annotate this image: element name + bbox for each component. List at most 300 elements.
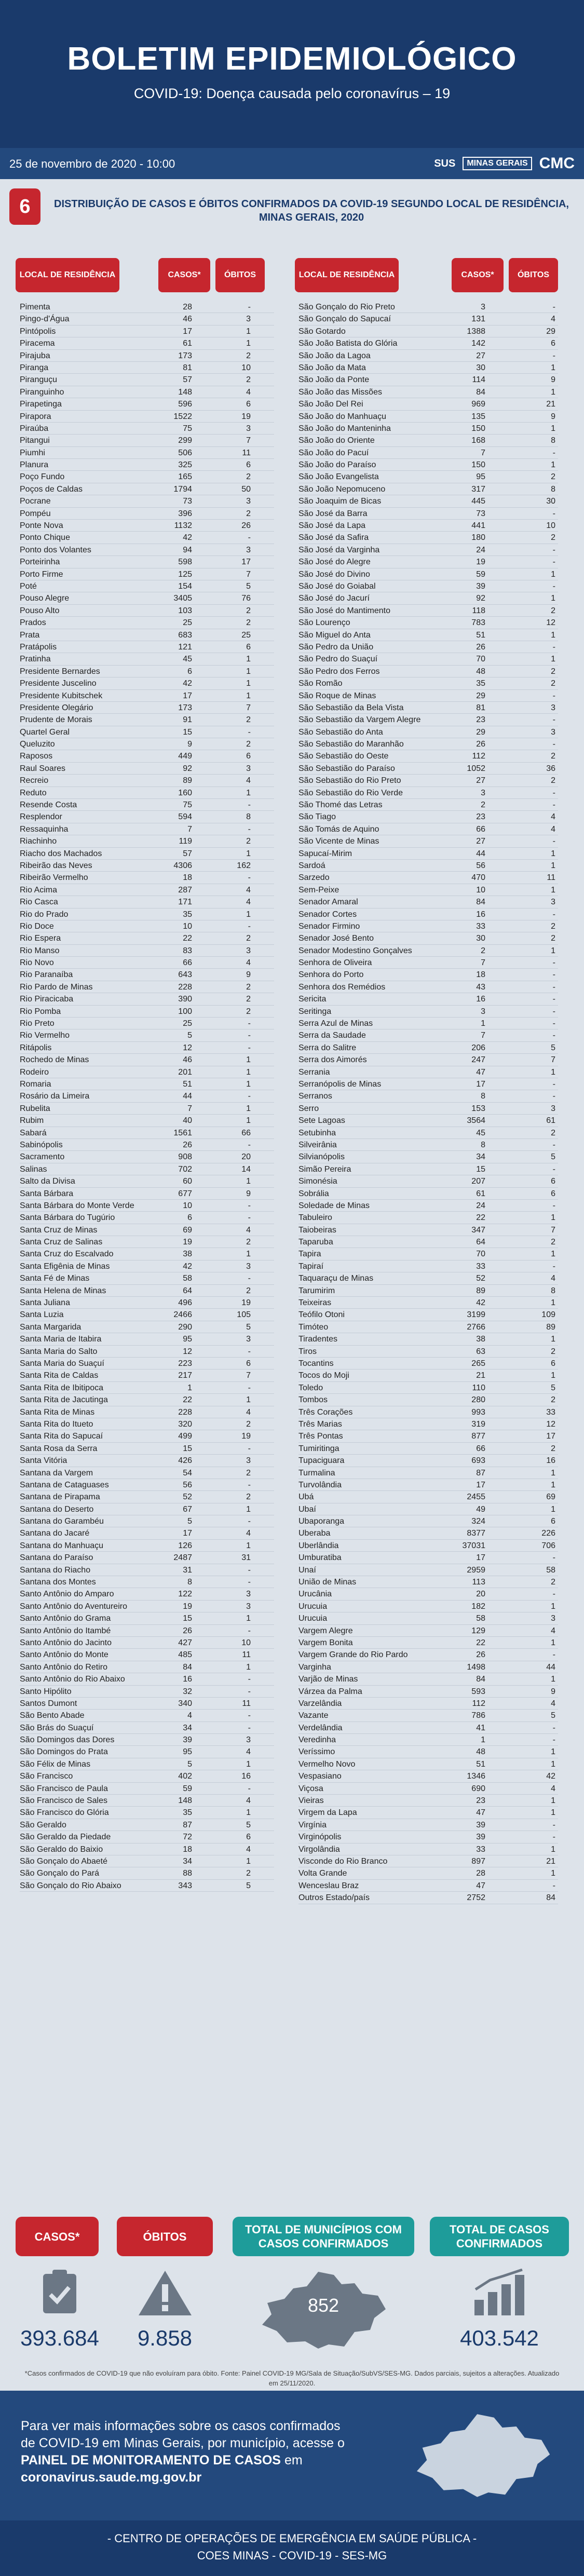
deaths-value: 2 [246,934,251,943]
municipality-name: Tocos do Moji [298,1371,349,1380]
table-row [298,726,558,738]
table-row [20,1698,274,1710]
municipality-name: Rio Vermelho [20,1031,70,1040]
table-row [20,1527,274,1539]
cases-value: 3199 [467,1310,485,1320]
deaths-value: 4 [246,1407,251,1417]
cases-value: 2959 [467,1565,485,1575]
deaths-value: 6 [246,400,251,409]
municipality-name: Santana dos Montes [20,1578,96,1587]
cases-value: 59 [183,1784,192,1793]
table-row [298,1418,558,1430]
table-row [20,690,274,702]
table-row [298,702,558,714]
deaths-value: - [248,801,251,810]
deaths-value: 3 [551,898,555,907]
deaths-value: - [552,448,555,457]
deaths-value: - [248,1626,251,1635]
table-row [298,1066,558,1078]
municipality-name: Toledo [298,1383,323,1392]
deaths-value: - [248,1723,251,1732]
info-line1: Para ver mais informações sobre os casos confirmados de COVID-19 em Minas Gerais, por município, acesse o [21,2419,345,2450]
cases-value: 34 [183,1857,192,1866]
deaths-value: 6 [551,1189,555,1198]
deaths-value: - [248,1383,251,1392]
table-row [20,374,274,386]
municipality-name: Senhora dos Remédios [298,982,386,992]
deaths-value: 2 [551,606,555,615]
cases-value: 64 [183,1286,192,1295]
municipality-name: São Sebastião da Bela Vista [298,703,404,712]
cases-value: 317 [471,484,485,494]
cases-value: 42 [183,533,192,543]
table-row [20,714,274,726]
cases-value: 969 [471,400,485,409]
deaths-total [117,2269,213,2357]
table-row [298,1698,558,1710]
deaths-value: 76 [241,594,251,603]
cases-value: 41 [476,1723,485,1732]
cases-value: 142 [471,339,485,348]
municipality-name: São José da Safira [298,533,369,543]
cases-value: 129 [471,1626,485,1635]
municipality-name: Tarumirim [298,1286,335,1295]
deaths-value: - [552,715,555,725]
cases-value: 75 [183,801,192,810]
municipality-name: Pratinha [20,655,51,664]
cases-value: 119 [179,837,192,846]
cases-value: 150 [471,424,485,433]
cases-value: 148 [178,387,192,397]
table-row [20,1443,274,1455]
municipality-name: Piraúba [20,424,49,433]
table-row [20,423,274,435]
table-row [20,775,274,787]
deaths-value: 3 [551,1104,555,1113]
municipality-name: Pirajuba [20,351,50,360]
municipality-name: Uberlândia [298,1541,339,1550]
cases-value: 168 [471,436,485,445]
municipality-name: Serro [298,1104,319,1113]
municipality-name: Vieiras [298,1796,324,1806]
deaths-value: - [248,873,251,883]
municipality-name: São José da Varginha [298,545,380,554]
municipality-name: Urucuia [298,1602,328,1611]
municipality-name: Poço Fundo [20,472,65,482]
municipality-name: Pouso Alto [20,606,60,615]
deaths-value: 4 [246,1529,251,1538]
deaths-value: 4 [551,1699,555,1708]
deaths-value: - [552,1019,555,1028]
municipality-name: São Félix de Minas [20,1759,91,1769]
cases-value: 44 [183,1092,192,1101]
municipality-name: Santa Maria do Suaçuí [20,1359,104,1368]
deaths-value: 9 [551,375,555,385]
deaths-value: 14 [241,1164,251,1174]
table-row [298,811,558,823]
table-row [298,1795,558,1807]
table-row [20,884,274,896]
deaths-value: - [248,1517,251,1526]
cases-value: 390 [178,995,192,1004]
table-row [20,1260,274,1272]
cases-value: 34 [183,1723,192,1732]
deaths-value: - [552,837,555,846]
deaths-value: 1 [246,1541,251,1550]
cases-value: 48 [476,1747,485,1757]
table-row [298,398,558,410]
table-row [20,1127,274,1139]
municipality-name: Santo Antônio do Jacinto [20,1638,112,1647]
table-row [298,1867,558,1879]
deaths-value: 1 [551,849,555,858]
col-cases-left: CASOS* [158,258,210,292]
cases-value: 2766 [467,1322,485,1332]
deaths-value: - [552,970,555,980]
table-row [20,823,274,835]
municipality-name: Piranguçu [20,375,58,385]
table-row [298,1503,558,1515]
deaths-value: 1 [551,630,555,640]
deaths-value: 2 [246,509,251,518]
cases-value: 677 [178,1189,192,1198]
deaths-value: 2 [551,1578,555,1587]
cases-value: 265 [471,1359,485,1368]
municipality-name: Virginópolis [298,1833,342,1842]
cases-value: 47 [476,1808,485,1818]
deaths-value: - [552,545,555,554]
deaths-value: 50 [241,484,251,494]
deaths-value: - [248,727,251,737]
municipality-name: Resplendor [20,812,62,822]
deaths-value: 8 [551,436,555,445]
municipality-name: Santa Helena de Minas [20,1286,106,1295]
municipality-name: Porto Firme [20,570,63,579]
cases-value: 52 [476,1274,485,1283]
table-row [298,1515,558,1527]
deaths-value: 5 [246,1322,251,1332]
deaths-value: 21 [546,400,555,409]
municipality-name: Santa Cruz do Escalvado [20,1250,114,1259]
cases-value: 441 [471,521,485,531]
municipality-name: Serra dos Aimorés [298,1055,367,1065]
deaths-value: 2 [246,606,251,615]
cases-value: 325 [178,460,192,470]
col-deaths-right: ÓBITOS [509,258,558,292]
cases-value: 2 [481,801,485,810]
municipality-name: Santo Antônio do Itambé [20,1626,111,1635]
municipality-name: Santana do Jacaré [20,1529,90,1538]
deaths-value: 706 [541,1541,555,1550]
deaths-value: - [552,740,555,749]
cases-value: 84 [476,1675,485,1684]
municipality-name: Unaí [298,1565,316,1575]
table-row [298,690,558,702]
municipality-name: São José da Barra [298,509,368,518]
table-row [20,763,274,775]
cases-value: 34 [476,1153,485,1162]
table-row [20,617,274,629]
deaths-value: - [552,1164,555,1174]
table-row [298,459,558,471]
cases-value: 908 [178,1153,192,1162]
table-row [298,835,558,847]
municipality-name: Vargem Alegre [298,1626,353,1635]
deaths-value: 4 [551,1274,555,1283]
municipality-name: Santa Luzia [20,1310,64,1320]
info-text [21,2418,353,2486]
deaths-value: 19 [241,412,251,421]
cases-value: 993 [471,1407,485,1417]
cases-value: 1 [481,1019,485,1028]
municipality-name: União de Minas [298,1578,357,1587]
table-row [298,1078,558,1090]
municipality-name: Piracema [20,339,55,348]
municipality-name: Santa Maria de Itabira [20,1335,102,1344]
deaths-value: 8 [551,1286,555,1295]
municipality-name: Ponto Chique [20,533,70,543]
table-row [20,1175,274,1187]
table-row [298,763,558,775]
municipality-name: Serranos [298,1092,332,1101]
cases-value: 57 [183,375,192,385]
cases-value: 23 [476,812,485,822]
municipality-name: Timóteo [298,1322,329,1332]
cases-value: 7 [481,958,485,968]
municipality-name: Prata [20,630,40,640]
table-row [20,896,274,908]
table-row [298,920,558,932]
deaths-value: - [248,1675,251,1684]
table-row [20,1770,274,1782]
table-row [298,1029,558,1041]
table-row [20,1491,274,1503]
table-row [20,350,274,362]
deaths-value: - [552,1723,555,1732]
table-row [298,1734,558,1746]
panel-link[interactable]: PAINEL DE MONITORAMENTO DE CASOS [21,2453,281,2467]
cases-value: 8377 [467,1529,485,1538]
table-row [298,787,558,799]
municipality-name: Turmalina [298,1468,335,1477]
municipality-name: Santana do Deserto [20,1504,94,1514]
municipality-name: Urucânia [298,1590,332,1599]
deaths-value: - [552,801,555,810]
municipality-name: São Thomé das Letras [298,801,383,810]
deaths-value: - [552,558,555,567]
table-row [20,447,274,459]
table-row [20,653,274,665]
table-row [298,1722,558,1734]
municipality-name: Rio Doce [20,921,54,931]
municipality-name: Veríssimo [298,1747,335,1757]
cases-value: 320 [178,1419,192,1429]
deaths-value: - [248,1019,251,1028]
cases-value: 131 [471,315,485,324]
cases-value: 897 [471,1857,485,1866]
info-line2: em [284,2453,303,2467]
cases-value: 594 [178,812,192,822]
cases-value: 114 [472,375,485,385]
cases-value: 19 [476,558,485,567]
cases-value: 19 [183,1602,192,1611]
table-row [20,750,274,762]
deaths-value: 9 [551,412,555,421]
cases-value: 207 [471,1177,485,1186]
municipality-name: Simonésia [298,1177,337,1186]
municipality-name: São Sebastião do Rio Verde [298,788,403,797]
cases-value: 598 [178,558,192,567]
cases-value: 84 [183,1662,192,1672]
cases-value: 25 [183,618,192,628]
cases-value: 3405 [173,594,192,603]
cases-value: 112 [472,1699,485,1708]
deaths-value: 2 [551,1128,555,1137]
municipality-name: Santa Rita de Jacutinga [20,1395,108,1405]
table-row [298,1297,558,1309]
municipality-name: Rodeiro [20,1067,49,1077]
cases-value: 2752 [467,1893,485,1903]
cases-value: 643 [178,970,192,980]
cases-value: 1498 [467,1662,485,1672]
municipality-name: Santa Rita de Ibitipoca [20,1383,103,1392]
table-row [20,932,274,944]
deaths-value: 1 [246,339,251,348]
municipalities-total [233,2269,414,2357]
table-row [20,835,274,847]
municipality-name: Rio Acima [20,885,58,894]
deaths-value: 11 [242,1699,251,1708]
table-row [20,605,274,617]
table-row [298,337,558,349]
cases-value: 73 [476,509,485,518]
municipality-name: Poços de Caldas [20,484,83,494]
table-row [298,483,558,495]
cases-value: 24 [476,545,485,554]
cases-value: 1132 [174,521,192,531]
municipality-name: Vazante [298,1711,329,1720]
deaths-value: 2 [246,1007,251,1016]
cases-value: 15 [476,1164,485,1174]
deaths-value: 89 [546,1322,555,1332]
municipality-name: Tiradentes [298,1335,337,1344]
table-row [20,1188,274,1200]
cases-value: 118 [472,606,485,615]
deaths-value: 1 [551,1504,555,1514]
table-row [20,1042,274,1054]
municipality-name: Santana de Cataguases [20,1480,109,1489]
cases-value: 402 [178,1772,192,1781]
cases-value: 81 [476,703,485,712]
cases-value: 228 [178,1407,192,1417]
municipality-name: Pintópolis [20,327,56,336]
cases-value: 182 [471,1602,485,1611]
deaths-value: 1 [551,1298,555,1308]
municipality-name: Virgolândia [298,1845,340,1854]
municipality-name: São João do Paraíso [298,460,376,470]
municipality-name: Presidente Juscelino [20,679,97,688]
cases-value: 113 [472,1578,485,1587]
deaths-value: 10 [546,521,555,531]
municipality-name: Santa Efigênia de Minas [20,1262,110,1271]
table-row [20,1066,274,1078]
municipality-name: São Gonçalo do Pará [20,1869,99,1878]
section-number-badge: 6 [9,188,40,225]
table-row [298,1564,558,1576]
deaths-value: 10 [241,363,251,372]
table-row [20,1151,274,1163]
municipality-name: Santana da Vargem [20,1468,93,1477]
table-row [298,1552,558,1564]
table-row [298,1491,558,1503]
table-row [298,520,558,532]
cases-value: 8 [481,1140,485,1149]
table-row [298,1649,558,1661]
col-local-left: LOCAL DE RESIDÊNCIA [16,258,119,292]
page-subtitle: COVID-19: Doença causada pelo coronavírus – 19 [133,86,451,101]
cases-value: 702 [178,1164,192,1174]
cases-value: 17 [476,1080,485,1089]
deaths-value: - [552,1262,555,1271]
table-row [20,1224,274,1236]
municipality-name: Pratápolis [20,642,57,652]
table-row [20,313,274,325]
deaths-value: 1 [551,1869,555,1878]
deaths-value: - [552,1092,555,1101]
cases-value: 17 [183,1529,192,1538]
table-row [298,1309,558,1321]
table-row [20,1006,274,1018]
deaths-value: 6 [551,339,555,348]
deaths-value: 1 [551,1796,555,1806]
deaths-value: 8 [246,812,251,822]
municipality-name: Volta Grande [298,1869,347,1878]
cases-value: 57 [183,849,192,858]
table-row [298,1090,558,1102]
cases-value: 103 [178,606,192,615]
municipality-name: Várzea da Palma [298,1687,362,1696]
table-row [20,1758,274,1770]
cases-label: CASOS* [16,2217,99,2256]
cases-value: 67 [183,1504,192,1514]
cases-value: 1052 [467,764,485,773]
table-row [298,1819,558,1831]
cases-value: 73 [183,497,192,506]
cases-value: 1 [481,1736,485,1745]
cases-value: 485 [178,1650,192,1660]
municipality-name: Prados [20,618,46,628]
table-row [298,1115,558,1127]
deaths-value: 1 [246,667,251,676]
municipality-name: São Gonçalo do Abaeté [20,1857,108,1866]
cases-value: 299 [178,436,192,445]
deaths-value: - [552,1736,555,1745]
municipality-name: São João da Mata [298,363,366,372]
cases-value: 70 [476,655,485,664]
deaths-value: 10 [241,1638,251,1647]
table-row [20,568,274,580]
cases-value: 26 [183,1140,192,1149]
deaths-value: 1 [246,788,251,797]
website-link[interactable]: coronavirus.saude.mg.gov.br [21,2470,202,2485]
municipality-name: Pirapetinga [20,400,62,409]
table-row [298,896,558,908]
deaths-value: 6 [246,642,251,652]
table-row [298,495,558,507]
cases-value: 12 [183,1347,192,1356]
deaths-value: 1 [551,1480,555,1489]
cases-value: 42 [183,679,192,688]
